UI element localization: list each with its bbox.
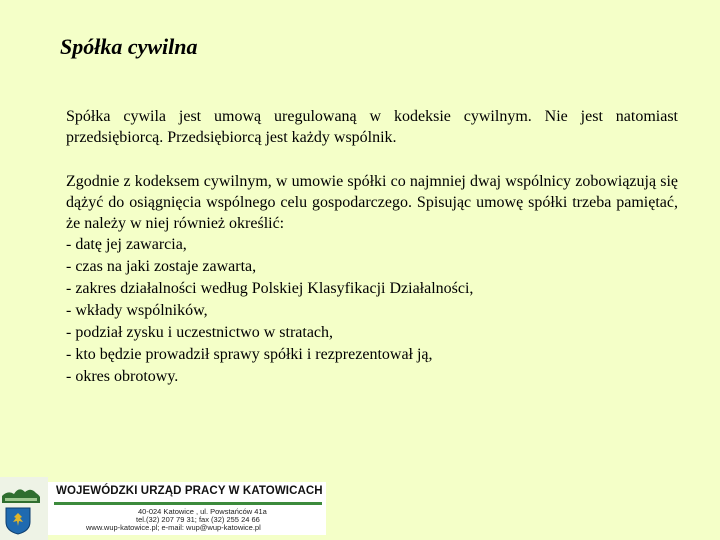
list-item: - podział zysku i uczestnictwo w stratach, <box>66 324 334 341</box>
office-website: www.wup-katowice.pl; e-mail: wup@wup-katowice.pl <box>86 523 261 532</box>
office-name: WOJEWÓDZKI URZĄD PRACY W KATOWICACH <box>56 485 323 497</box>
logo-area <box>0 477 48 540</box>
requirements-list <box>66 234 678 388</box>
banner-divider <box>54 502 322 505</box>
crest-icon <box>5 507 31 535</box>
list-item: - wkłady wspólników, <box>66 302 208 319</box>
list-item: - czas na jaki zostaje zawarta, <box>66 258 257 275</box>
slide-content <box>66 106 678 388</box>
slide-title: Spółka cywilna <box>60 34 198 59</box>
list-item: - kto będzie prowadził sprawy spółki i rezprezentował ją, <box>66 346 433 363</box>
office-phone: tel.(32) 207 79 31; fax (32) 255 24 66 <box>136 515 260 524</box>
list-item: - datę jej zawarcia, <box>66 236 187 253</box>
requirements-paragraph: Zgodnie z kodeksem cywilnym, w umowie spółki co najmniej dwaj wspólnicy zobowiązują się dążyć do osiągnięcia wspólnego celu gospodarczego. Spisując umowę spółki trzeba pamiętać, że należy w niej również określić: <box>66 173 678 232</box>
office-address: 40-024 Katowice , ul. Powstańców 41a <box>138 507 267 516</box>
intro-paragraph: Spółka cywila jest umową uregulowaną w kodeksie cywilnym. Nie jest natomiast przedsiębiorcą. Przedsiębiorcą jest każdy wspólnik. <box>66 108 678 146</box>
office-banner <box>48 482 326 535</box>
tree-logo-icon <box>2 481 40 503</box>
list-item: - zakres działalności według Polskiej Klasyfikacji Działalności, <box>66 280 474 297</box>
list-item: - okres obrotowy. <box>66 368 179 385</box>
footer-banner <box>0 477 326 540</box>
